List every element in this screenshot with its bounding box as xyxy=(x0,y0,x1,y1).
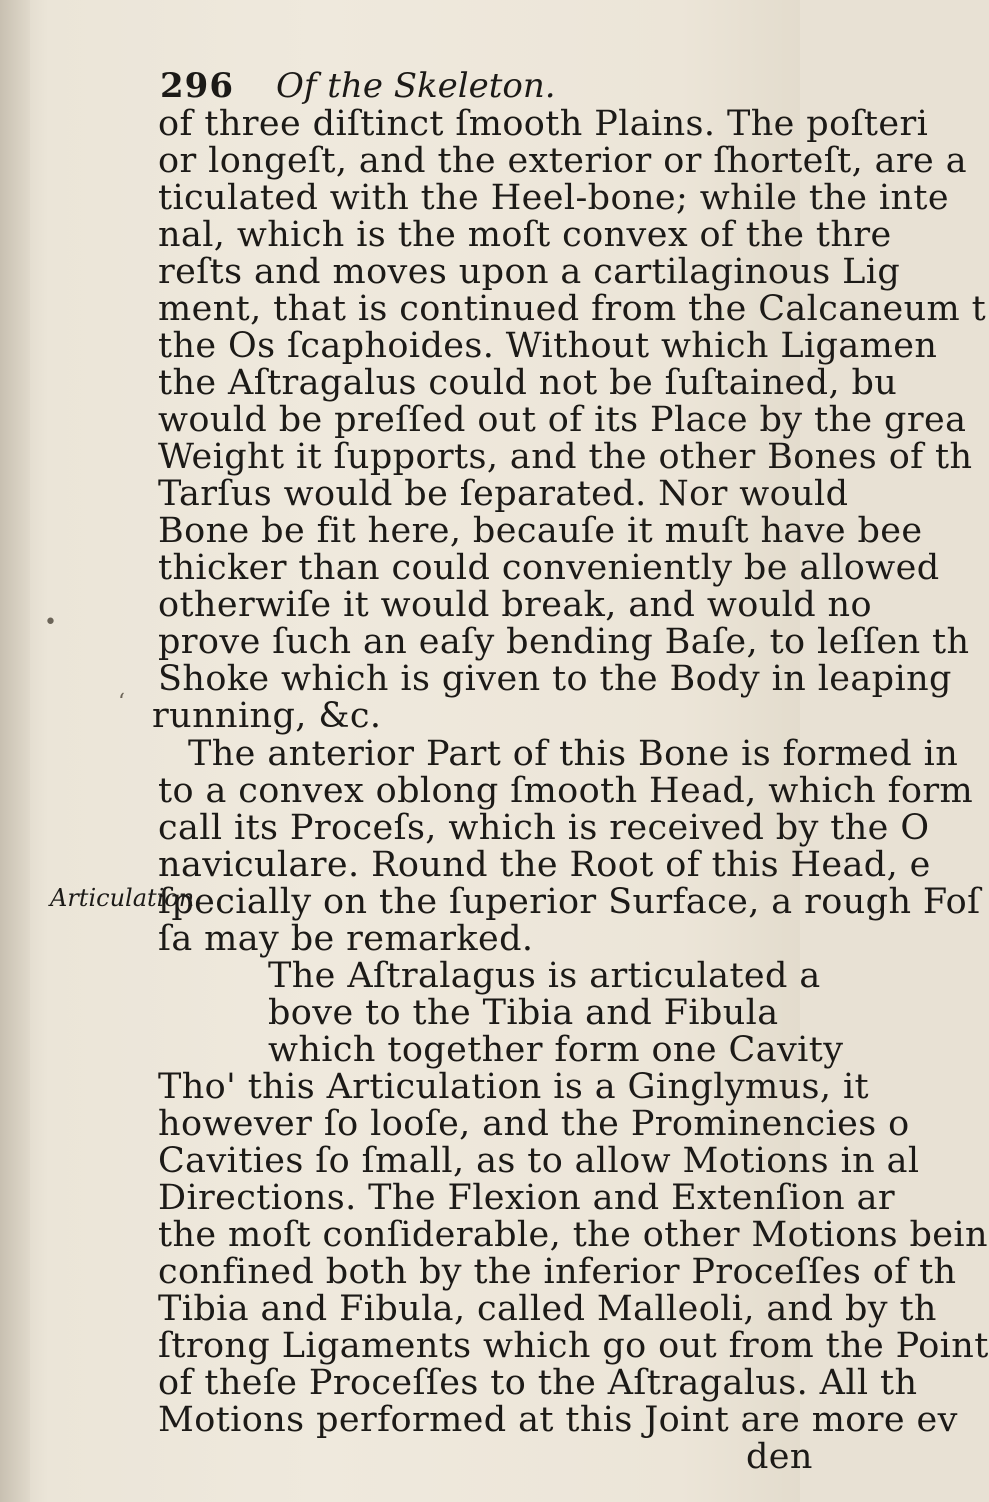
text-line: nal, which is the moſt convex of the thre xyxy=(158,215,892,255)
text-line: ſa may be remarked. xyxy=(158,919,534,959)
page-gutter xyxy=(0,0,30,1502)
text-line: call its Proceſs, which is received by the O xyxy=(158,808,930,848)
text-line: ticulated with the Heel-bone; while the inte xyxy=(158,178,950,218)
margin-note: Articulation. xyxy=(50,884,202,912)
text-line: confined both by the inferior Proceſſes of th xyxy=(158,1252,957,1292)
text-line: Tarſus would be ſeparated. Nor would xyxy=(158,474,849,514)
text-line: however ſo looſe, and the Prominencies o xyxy=(158,1104,910,1144)
text-line: The Aſtralagus is articulated a xyxy=(268,956,821,996)
text-line: Bone be fit here, becauſe it muſt have bee xyxy=(158,511,923,551)
text-line: the Aſtragalus could not be ſuſtained, bu xyxy=(158,363,898,403)
text-line: or longeſt, and the exterior or ſhorteſt, are a xyxy=(158,141,967,181)
text-line: Tho' this Articulation is a Ginglymus, it xyxy=(158,1067,869,1107)
running-title: Of the Skeleton. xyxy=(276,66,556,106)
text-line: ſtrong Ligaments which go out from the Point xyxy=(158,1326,989,1366)
text-line: the moſt conſiderable, the other Motions bein xyxy=(158,1215,988,1255)
text-line: Directions. The Flexion and Extenſion ar xyxy=(158,1178,896,1218)
text-line: Motions performed at this Joint are more ev xyxy=(158,1400,958,1440)
text-line: ment, that is continued from the Calcaneum t xyxy=(158,289,987,329)
margin-mark: ‘ xyxy=(118,690,125,715)
text-line: prove ſuch an eaſy bending Baſe, to leſſen th xyxy=(158,622,970,662)
text-line: Cavities ſo ſmall, as to allow Motions in al xyxy=(158,1141,920,1181)
text-line: naviculare. Round the Root of this Head, e xyxy=(158,845,931,885)
text-line: to a convex oblong ſmooth Head, which form xyxy=(158,771,974,811)
text-line: would be preſſed out of its Place by the grea xyxy=(158,400,967,440)
text-line: Shoke which is given to the Body in leaping xyxy=(158,659,952,699)
page-number: 296 xyxy=(160,66,234,106)
text-line: which together form one Cavity xyxy=(268,1030,844,1070)
text-line: The anterior Part of this Bone is formed in xyxy=(188,734,959,774)
text-line: reſts and moves upon a cartilaginous Lig xyxy=(158,252,901,292)
text-line: of theſe Proceſſes to the Aſtragalus. All th xyxy=(158,1363,918,1403)
text-line: otherwiſe it would break, and would no xyxy=(158,585,872,625)
text-line: running, &c. xyxy=(152,696,382,736)
text-line: Tibia and Fibula, called Malleoli, and by th xyxy=(158,1289,937,1329)
text-line: Weight it ſupports, and the other Bones of th xyxy=(158,437,973,477)
catchword: den xyxy=(746,1437,813,1477)
margin-mark: • xyxy=(44,610,57,635)
text-line: the Os ſcaphoides. Without which Ligamen xyxy=(158,326,938,366)
text-line: thicker than could conveniently be allowed xyxy=(158,548,940,588)
body-text xyxy=(152,104,989,1484)
text-line: bove to the Tibia and Fibula xyxy=(268,993,779,1033)
text-line: ſpecially on the ſuperior Surface, a rough Foſ xyxy=(158,882,981,922)
text-line: of three diſtinct ſmooth Plains. The poſteri xyxy=(158,104,929,144)
